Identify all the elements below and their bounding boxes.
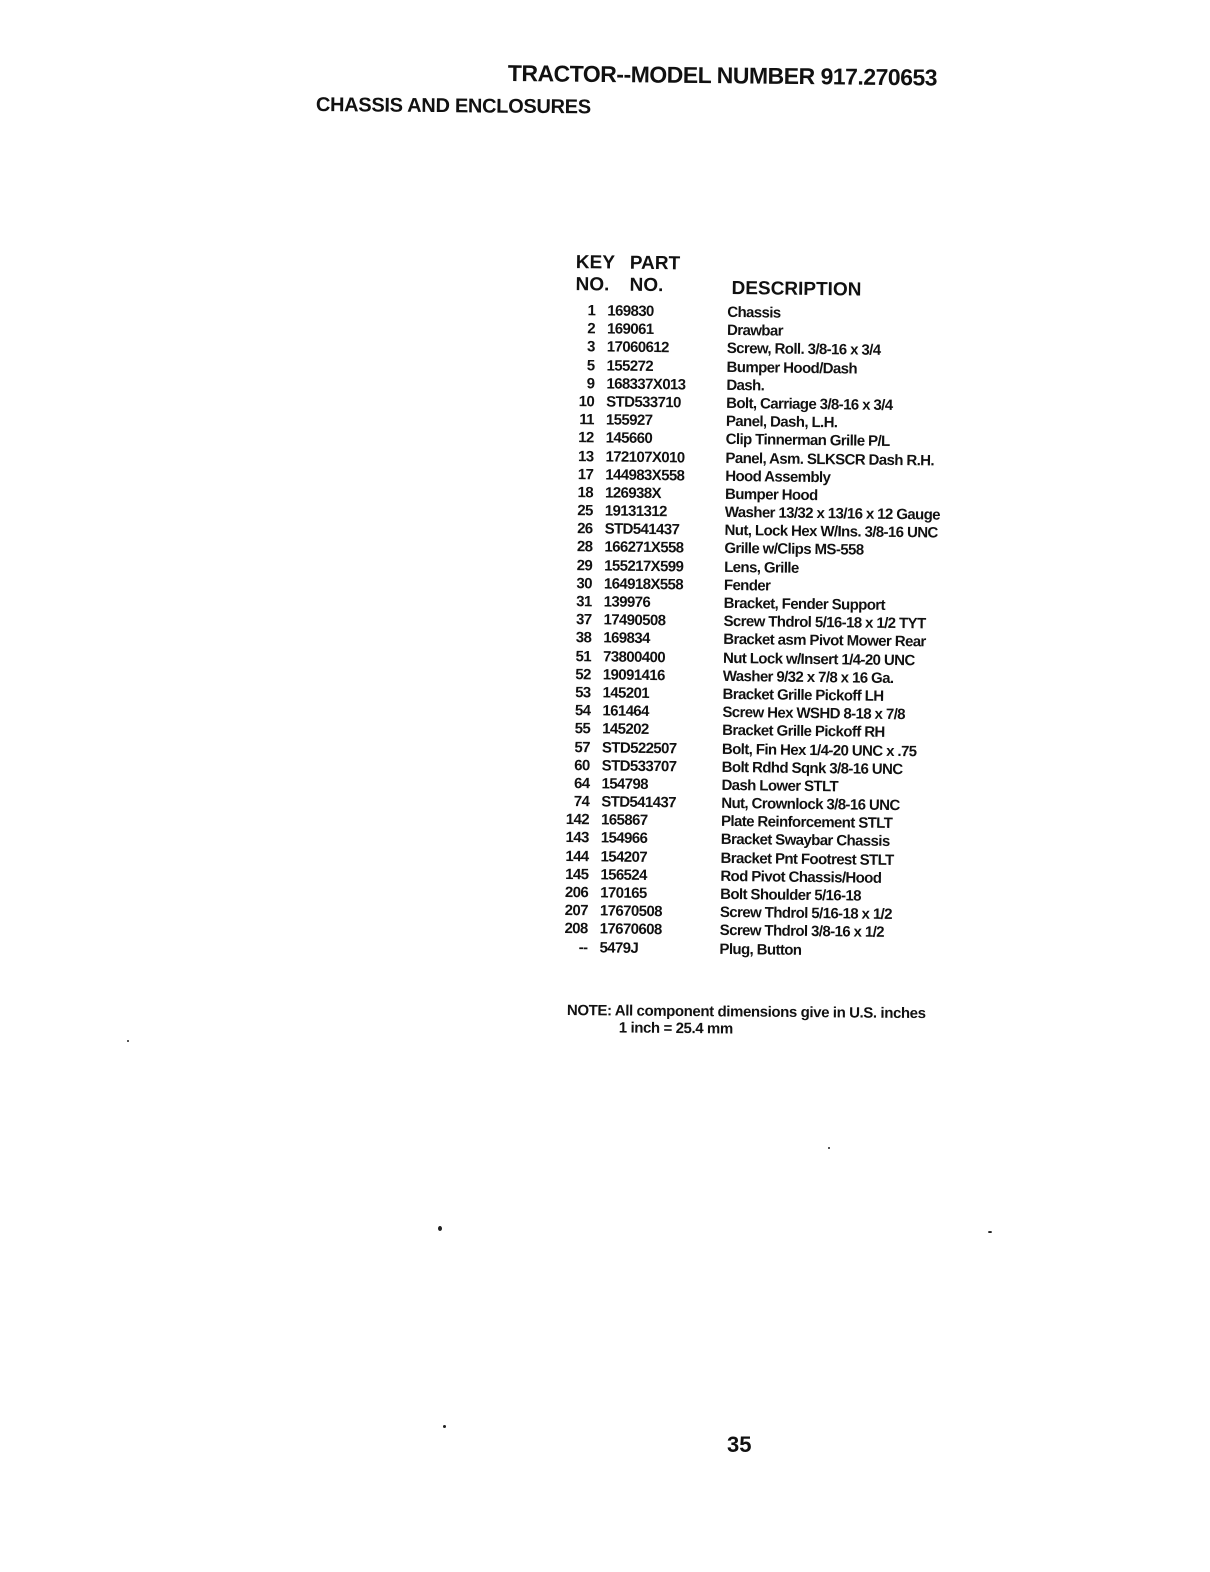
part-number-cell: STD541437 — [601, 793, 677, 812]
description-cell: Rod Pivot Chassis/Hood — [720, 867, 882, 887]
description-cell: Bumper Hood — [724, 485, 818, 504]
key-cell: 52 — [575, 665, 591, 684]
description-cell: Bolt Shoulder 5/16-18 — [720, 885, 862, 905]
description-cell: Screw Hex WSHD 8-18 x 7/8 — [722, 704, 906, 724]
key-cell: 11 — [579, 411, 595, 429]
key-cell: 9 — [586, 374, 595, 393]
description-cell: Screw, Roll. 3/8-16 x 3/4 — [726, 340, 881, 360]
part-number-cell: 17670508 — [599, 902, 663, 921]
description-cell: Washer 13/32 x 13/16 x 12 Gauge — [724, 503, 941, 524]
key-cell: 12 — [578, 429, 594, 447]
key-cell: 53 — [575, 684, 591, 702]
part-number-cell: 5479J — [599, 938, 639, 957]
part-number-cell: 172107X010 — [605, 447, 685, 466]
part-number-cell: 164918X558 — [603, 575, 684, 594]
description-cell: Fender — [723, 576, 771, 595]
description-cell: Bolt Rdhd Sqnk 3/8-16 UNC — [721, 758, 903, 778]
description-cell: Chassis — [727, 303, 781, 322]
section-title: CHASSIS AND ENCLOSURES — [315, 94, 591, 119]
key-cell: 2 — [587, 320, 596, 338]
part-number-cell: 169830 — [607, 302, 654, 321]
key-cell: 3 — [586, 338, 595, 356]
description-cell: Nut Lock w/Insert 1/4-20 UNC — [722, 649, 915, 669]
description-cell: Panel, Dash, L.H. — [725, 413, 838, 432]
description-cell: Bolt, Fin Hex 1/4-20 UNC x .75 — [721, 740, 917, 760]
key-cell: 18 — [577, 483, 594, 502]
description-cell: Panel, Asm. SLKSCR Dash R.H. — [725, 449, 935, 469]
key-cell: 13 — [577, 447, 594, 465]
part-header-line2: NO. — [629, 274, 664, 297]
description-cell: Nut, Crownlock 3/8-16 UNC — [721, 794, 900, 815]
key-cell: 54 — [574, 702, 591, 720]
key-cell: -- — [578, 938, 588, 956]
scan-speck — [988, 1231, 992, 1233]
description-cell: Nut, Lock Hex W/Ins. 3/8-16 UNC — [724, 522, 938, 542]
part-number-cell: STD522507 — [601, 738, 677, 757]
key-cell: 26 — [577, 520, 593, 538]
key-cell: 37 — [575, 611, 592, 629]
part-number-cell: STD533710 — [606, 393, 681, 412]
description-cell: Screw Thdrol 5/16-18 x 1/2 — [719, 904, 893, 924]
part-number-cell: 156524 — [600, 866, 647, 884]
part-number-cell: 155927 — [605, 411, 653, 430]
description-cell: Bolt, Carriage 3/8-16 x 3/4 — [726, 394, 893, 414]
key-cell: 142 — [565, 811, 590, 829]
description-cell: Bracket Pnt Footrest STLT — [720, 849, 894, 869]
key-cell: 145 — [565, 865, 589, 884]
description-cell: Bracket Swaybar Chassis — [720, 831, 890, 851]
parts-table-header — [569, 252, 1010, 307]
key-cell: 143 — [565, 829, 589, 847]
key-cell: 25 — [577, 502, 593, 520]
description-cell: Washer 9/32 x 7/8 x 16 Ga. — [722, 667, 894, 687]
key-header-line2: NO. — [575, 274, 610, 296]
key-cell: 207 — [564, 902, 589, 920]
description-cell: Plate Reinforcement STLT — [720, 813, 893, 833]
scan-speck — [828, 1147, 830, 1149]
note-line1: All component dimensions give in U.S. inches — [614, 1002, 926, 1023]
description-cell: Lens, Grille — [724, 558, 799, 577]
key-cell: 206 — [564, 883, 589, 902]
description-cell: Bracket Grille Pickoff RH — [722, 722, 885, 742]
part-number-cell: 73800400 — [602, 647, 666, 666]
description-cell: Dash. — [726, 376, 765, 395]
part-number-cell: STD541437 — [604, 520, 680, 539]
part-header-line1: PART — [629, 252, 681, 275]
part-number-cell: STD533707 — [601, 757, 677, 776]
description-header: DESCRIPTION — [731, 277, 862, 301]
key-cell: 55 — [574, 720, 591, 738]
description-cell: Dash Lower STLT — [721, 776, 839, 796]
part-number-cell: 154798 — [601, 775, 649, 793]
key-cell: 64 — [573, 774, 590, 793]
part-number-cell: 17060612 — [606, 338, 669, 357]
scan-speck — [443, 1425, 446, 1428]
description-cell: Grille w/Clips MS-558 — [724, 540, 864, 560]
key-cell: 5 — [586, 356, 595, 374]
key-cell: 74 — [573, 793, 590, 811]
key-cell: 10 — [578, 393, 595, 411]
key-cell: 31 — [576, 593, 592, 611]
part-number-cell: 154207 — [600, 848, 648, 866]
key-cell: 51 — [575, 647, 592, 665]
note — [567, 1002, 926, 1039]
part-number-cell: 170165 — [600, 884, 647, 902]
description-cell: Bracket Grille Pickoff LH — [722, 685, 884, 705]
part-number-cell: 145660 — [605, 429, 653, 448]
part-number-cell: 17670608 — [599, 920, 662, 939]
part-number-cell: 169061 — [606, 320, 654, 339]
part-number-cell: 19131312 — [604, 502, 667, 521]
part-number-cell: 165867 — [600, 811, 648, 830]
part-number-cell: 155217X599 — [604, 557, 684, 576]
key-header-line1: KEY — [575, 252, 616, 274]
part-number-cell: 145201 — [602, 684, 650, 702]
description-cell: Drawbar — [726, 322, 783, 340]
key-cell: 208 — [564, 920, 588, 938]
description-cell: Hood Assembly — [725, 467, 831, 486]
part-number-cell: 144983X558 — [605, 466, 685, 485]
parts-table-body — [561, 302, 1009, 962]
part-number-cell: 126938X — [604, 484, 662, 503]
key-cell: 30 — [576, 574, 593, 593]
part-number-cell: 145202 — [602, 720, 649, 739]
parts-table — [561, 252, 1010, 962]
scan-speck — [127, 1040, 129, 1042]
description-cell: Clip Tinnerman Grille P/L — [725, 431, 890, 451]
key-cell: 60 — [574, 756, 590, 774]
description-cell: Plug, Button — [719, 940, 802, 959]
part-number-cell: 169834 — [603, 629, 650, 648]
description-cell: Bracket, Fender Support — [723, 594, 886, 614]
scan-speck — [438, 1226, 442, 1231]
key-cell: 57 — [574, 738, 591, 756]
part-number-cell: 166271X558 — [604, 538, 684, 557]
part-number-cell: 19091416 — [602, 666, 665, 684]
key-cell: 29 — [576, 556, 593, 574]
description-cell: Screw Thdrol 5/16-18 x 1/2 TYT — [723, 613, 926, 633]
part-number-cell: 161464 — [602, 702, 649, 721]
note-line2: 1 inch = 25.4 mm — [618, 1019, 733, 1038]
note-label: NOTE: — [566, 1002, 612, 1020]
key-cell: 144 — [565, 847, 589, 865]
description-cell: Screw Thdrol 3/8-16 x 1/2 — [719, 922, 885, 942]
part-number-cell: 168337X013 — [606, 375, 686, 394]
key-cell: 1 — [587, 302, 596, 320]
key-cell: 38 — [575, 629, 592, 647]
part-number-cell: 155272 — [606, 357, 654, 375]
page-number: 35 — [727, 1432, 752, 1457]
part-number-cell: 17490508 — [603, 611, 666, 630]
description-cell: Bracket asm Pivot Mower Rear — [723, 631, 926, 651]
key-cell: 17 — [577, 465, 594, 483]
description-cell: Bumper Hood/Dash — [726, 358, 858, 378]
part-number-cell: 139976 — [603, 593, 651, 612]
key-cell: 28 — [576, 538, 593, 556]
page-title: TRACTOR--MODEL NUMBER 917.270653 — [507, 60, 938, 91]
part-number-cell: 154966 — [600, 829, 648, 848]
